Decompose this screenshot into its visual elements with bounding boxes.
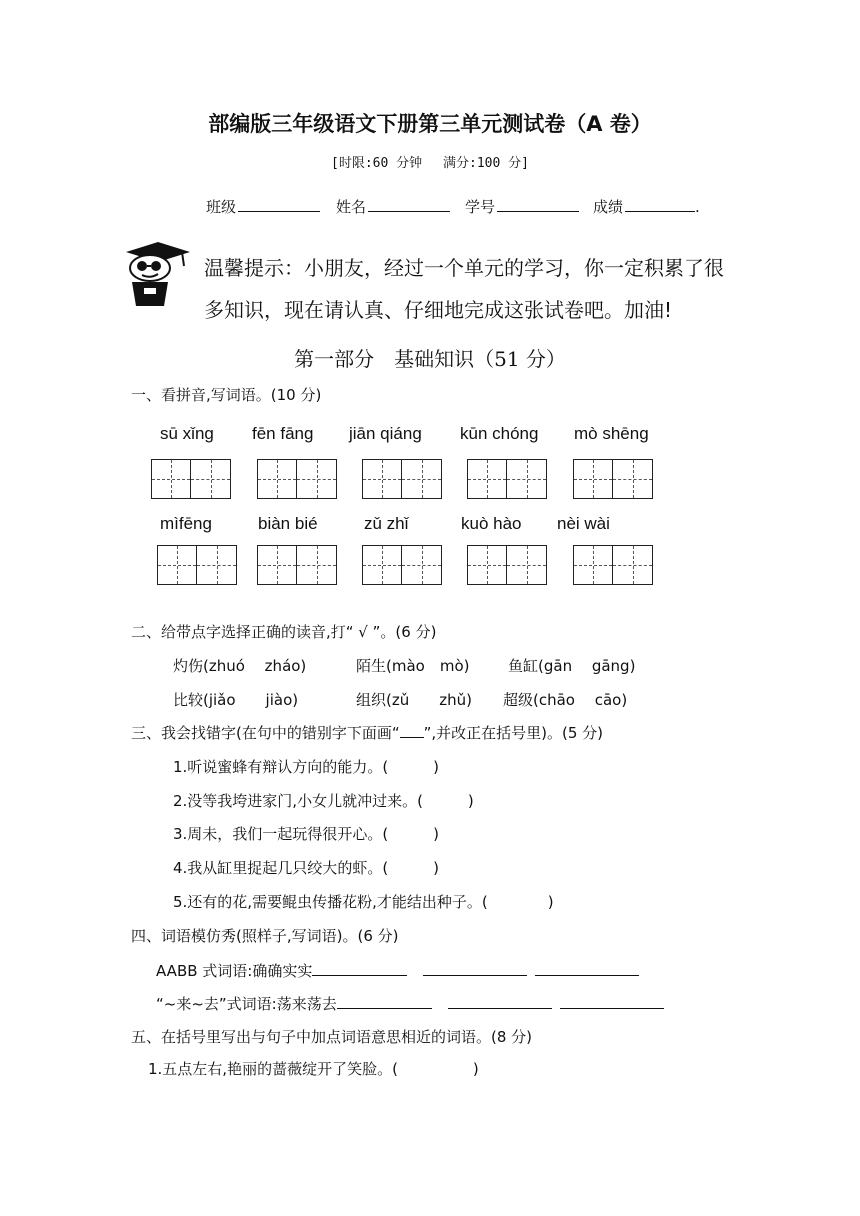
q1-answer-grid[interactable] bbox=[573, 459, 653, 499]
q2-item[interactable]: 灼伤(zhuó zháo) bbox=[173, 657, 307, 675]
q1-pinyin-2: fēn fāng bbox=[252, 424, 314, 443]
q4-blank[interactable] bbox=[535, 961, 639, 976]
q1-answer-grid[interactable] bbox=[257, 459, 337, 499]
field-class-blank[interactable] bbox=[238, 197, 320, 212]
field-score: 成绩 . bbox=[593, 198, 700, 216]
q1-pinyin-6: mìfēng bbox=[160, 514, 212, 533]
q3-title-part-a: 三、我会找错字(在句中的错别字下面画“ bbox=[131, 724, 400, 742]
field-score-label: 成绩 bbox=[593, 198, 624, 216]
q3-title bbox=[131, 722, 603, 743]
q1-answer-grid[interactable] bbox=[573, 545, 653, 585]
q3-item[interactable]: 3.周未，我们一起玩得很开心。( ) bbox=[173, 825, 440, 843]
q2-item[interactable]: 陌生(mào mò) bbox=[356, 657, 470, 675]
q4-aabb-label: AABB 式词语:确确实实 bbox=[156, 962, 313, 980]
exam-time-score: [时限:60 分钟 满分:100 分] bbox=[331, 156, 529, 171]
q3-item[interactable]: 4.我从缸里捉起几只绞大的虾。( ) bbox=[173, 859, 440, 877]
q2-item[interactable]: 组织(zǔ zhǔ) bbox=[356, 691, 472, 709]
q4-title: 四、词语模仿秀(照样子,写词语)。(6 分) bbox=[131, 927, 399, 945]
q1-pinyin-3: jiān qiáng bbox=[349, 424, 422, 443]
q1-pinyin-8: zǔ zhǐ bbox=[364, 514, 409, 533]
q2-title: 二、给带点字选择正确的读音,打“ √ ”。(6 分) bbox=[131, 623, 437, 641]
field-number bbox=[465, 196, 579, 217]
q1-answer-grid[interactable] bbox=[467, 459, 547, 499]
q5-title: 五、在括号里写出与句子中加点词语意思相近的词语。(8 分) bbox=[131, 1028, 533, 1046]
q1-answer-grid[interactable] bbox=[362, 459, 442, 499]
q1-pinyin-10: nèi wài bbox=[557, 514, 610, 533]
q1-pinyin-1: sū xǐng bbox=[160, 424, 214, 443]
q2-item[interactable]: 比较(jiǎo jiào) bbox=[173, 691, 299, 709]
q4-blank[interactable] bbox=[448, 994, 552, 1009]
q4-line-2 bbox=[156, 993, 664, 1014]
q3-item[interactable]: 5.还有的花,需要鲲虫传播花粉,才能结出种子。( ) bbox=[173, 893, 554, 911]
q4-blank[interactable] bbox=[423, 961, 527, 976]
q1-pinyin-5: mò shēng bbox=[574, 424, 649, 443]
q1-pinyin-4: kūn chóng bbox=[460, 424, 539, 443]
q1-title: 一、看拼音,写词语。(10 分) bbox=[131, 386, 322, 404]
field-class-label: 班级 bbox=[206, 198, 237, 216]
q4-blank[interactable] bbox=[312, 961, 407, 976]
q2-item[interactable]: 鱼缸(gān gāng) bbox=[508, 657, 636, 675]
q1-answer-grid[interactable] bbox=[257, 545, 337, 585]
field-number-blank[interactable] bbox=[497, 197, 579, 212]
q3-item[interactable]: 2.没等我垮进家门,小女儿就冲过来。( ) bbox=[173, 792, 474, 810]
graduate-cartoon-icon bbox=[120, 238, 192, 308]
q1-answer-grid[interactable] bbox=[151, 459, 231, 499]
q4-laiqu-label: “~来~去”式词语:荡来荡去 bbox=[156, 995, 337, 1013]
q1-answer-grid[interactable] bbox=[467, 545, 547, 585]
q1-pinyin-7: biàn bié bbox=[258, 514, 318, 533]
field-class bbox=[206, 196, 320, 217]
tip-line-2: 多知识，现在请认真、仔细地完成这张试卷吧。加油! bbox=[204, 298, 673, 322]
field-name bbox=[336, 196, 450, 217]
q3-item[interactable]: 1.听说蜜蜂有辩认方向的能力。( ) bbox=[173, 758, 440, 776]
tip-line-1: 温馨提示：小朋友，经过一个单元的学习，你一定积累了很 bbox=[204, 256, 724, 280]
q1-pinyin-9: kuò hào bbox=[461, 514, 522, 533]
field-score-blank[interactable] bbox=[625, 197, 695, 212]
q1-answer-grid[interactable] bbox=[362, 545, 442, 585]
q4-line-1 bbox=[156, 960, 639, 981]
q3-underline-sample bbox=[400, 725, 424, 738]
q4-blank[interactable] bbox=[337, 994, 432, 1009]
page-title: 部编版三年级语文下册第三单元测试卷（A 卷） bbox=[208, 112, 652, 136]
q3-title-part-b: ”,并改正在括号里)。(5 分) bbox=[423, 724, 604, 742]
field-number-label: 学号 bbox=[465, 198, 496, 216]
part-one-title: 第一部分 基础知识（51 分） bbox=[294, 347, 566, 371]
q4-blank[interactable] bbox=[560, 994, 664, 1009]
q1-answer-grid[interactable] bbox=[157, 545, 237, 585]
q2-item[interactable]: 超级(chāo cāo) bbox=[503, 691, 628, 709]
q5-item[interactable]: 1.五点左右,艳丽的蔷薇绽开了笑脸。( ) bbox=[148, 1060, 479, 1078]
field-name-blank[interactable] bbox=[368, 197, 450, 212]
field-name-label: 姓名 bbox=[336, 198, 367, 216]
